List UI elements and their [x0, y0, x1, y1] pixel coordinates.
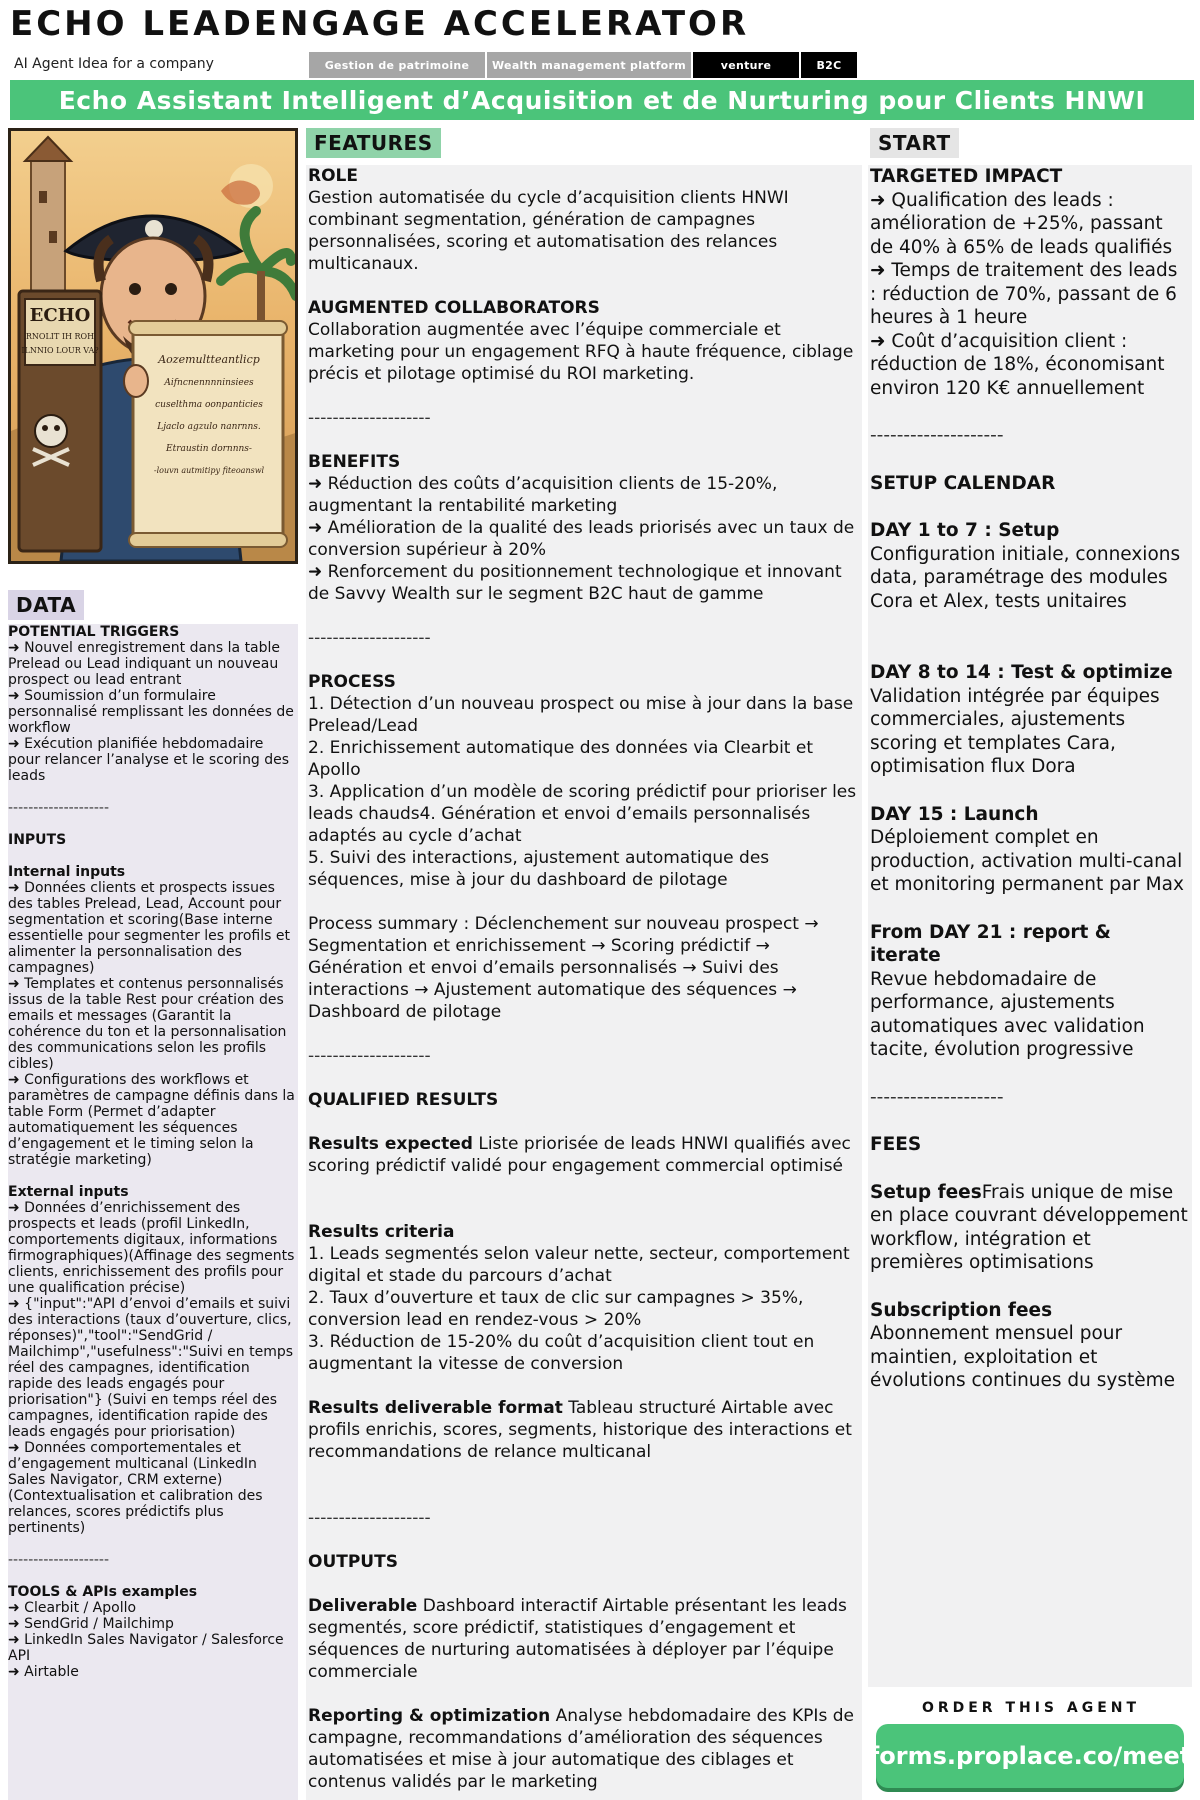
subscription-fees-text: Abonnement mensuel pour maintien, exploitation et évolutions continues du système: [870, 1323, 1176, 1391]
tag-list: [309, 52, 857, 78]
outputs-reporting-label: Reporting & optimization: [308, 1706, 551, 1726]
outputs-deliverable-text: Dashboard interactif Airtable présentant les leads segmentés, score prédictif, statistiques d’engagement et séquences de nurturing automatisées à déployer par l’équipe commerciale: [308, 1596, 847, 1682]
trigger-item: ➜ Soumission d’un formulaire personnalisé remplissant les données de workflow: [8, 688, 294, 736]
external-input-item: ➜ Données comportementales et d’engagement multicanal (LinkedIn Sales Navigator, CRM externe)(Contextualisation et calibration des relances, scores prédictifs plus pertinents): [8, 1440, 263, 1536]
separator: --------------------: [308, 1508, 431, 1528]
results-deliverable-label: Results deliverable format: [308, 1398, 563, 1418]
process-step: 1. Détection d’un nouveau prospect ou mise à jour dans la base Prelead/Lead: [308, 694, 854, 736]
data-title: DATA: [8, 590, 84, 620]
role-heading: ROLE: [308, 166, 358, 186]
role-text: Gestion automatisée du cycle d’acquisition clients HNWI combinant segmentation, génération de campagnes personnalisées, scoring et automatisation des relances multicanaux.: [308, 188, 789, 274]
results-deliverable: [308, 1397, 860, 1463]
outputs-deliverable-label: Deliverable: [308, 1596, 418, 1616]
criteria-item: 3. Réduction de 15-20% du coût d’acquisition client tout en augmentant la vitesse de conversion: [308, 1332, 815, 1374]
results-expected-label: Results expected: [308, 1134, 473, 1154]
order-label: ORDER THIS AGENT: [921, 1700, 1141, 1716]
qualified-heading: QUALIFIED RESULTS: [308, 1090, 499, 1110]
impact-item: ➜ Coût d’acquisition client : réduction de 18%, économisant environ 120 K€ annuellement: [870, 330, 1165, 399]
calendar-step-text: Déploiement complet en production, activation multi-canal et monitoring permanent par Max: [870, 827, 1184, 895]
fees-heading: FEES: [870, 1134, 922, 1155]
internal-input-item: ➜ Configurations des workflows et paramètres de campagne définis dans la table Form (Permet d’adapter automatiquement les séquences d’engagement et le timing selon la stratégie marketing): [8, 1072, 295, 1168]
order-button[interactable]: forms.proplace.co/meet: [876, 1724, 1184, 1788]
criteria-heading: Results criteria: [308, 1222, 455, 1242]
internal-input-item: ➜ Templates et contenus personnalisés issus de la table Rest pour création des emails et messages (Garantit la cohérence du ton et la personnalisation des communications selon les profils cibles): [8, 976, 287, 1072]
outputs-reporting: [308, 1705, 860, 1793]
setup-fees-text: Frais unique de mise en place couvrant développement workflow, intégration et premières optimisations: [870, 1181, 1188, 1273]
impact-item: ➜ Qualification des leads : amélioration de +25%, passant de 40% à 65% de leads qualifiés: [870, 189, 1173, 258]
benefit-item: ➜ Amélioration de la qualité des leads priorisés avec un taux de conversion supérieur à 20%: [308, 518, 855, 560]
data-panel: [8, 624, 298, 1800]
outputs-deliverable: [308, 1595, 860, 1683]
trigger-item: ➜ Exécution planifiée hebdomadaire pour relancer l’analyse et le scoring des leads: [8, 736, 290, 784]
calendar-step-text: Validation intégrée par équipes commerciales, ajustements scoring et templates Cara, optimisation flux Dora: [870, 685, 1160, 777]
tag-b2c: B2C: [801, 52, 857, 78]
internal-inputs-heading: Internal inputs: [8, 864, 126, 880]
process-step: 5. Suivi des interactions, ajustement automatique des séquences, mise à jour du dashboard de pilotage: [308, 848, 770, 890]
sign-title: ECHO: [29, 305, 91, 326]
inputs-heading: INPUTS: [8, 832, 67, 848]
brand-subtitle: AI Agent Idea for a company: [14, 56, 214, 72]
process-summary: Process summary : Déclenchement sur nouveau prospect → Segmentation et enrichissement → Scoring prédictif → Génération et envoi d’emails personnalisés → Suivi des interactions → Ajustement automatique des séquences → Dashboard de pilotage: [308, 914, 819, 1022]
benefit-item: ➜ Réduction des coûts d’acquisition clients de 15-20%, augmentant la rentabilité marketing: [308, 474, 778, 516]
augmented-heading: AUGMENTED COLLABORATORS: [308, 298, 600, 318]
scroll-line: Ljaclo agzulo nanrnns.: [157, 422, 261, 432]
scroll-line: -louvn autmitipy fiteoanswl: [153, 466, 265, 475]
start-title: START: [870, 128, 959, 158]
separator: --------------------: [308, 1046, 431, 1066]
pirate-illustration: [11, 131, 295, 561]
brand-title: ECHO LEADENGAGE ACCELERATOR: [10, 4, 750, 44]
outputs-heading: OUTPUTS: [308, 1552, 398, 1572]
internal-input-item: ➜ Données clients et prospects issues des tables Prelead, Lead, Account pour segmentation et scoring(Base interne essentielle pour segmenter les profils et alimenter la personnalisation des campagnes): [8, 880, 290, 976]
tag-venture: venture: [693, 52, 799, 78]
augmented-text: Collaboration augmentée avec l’équipe commerciale et marketing pour un engagement RFQ à haute fréquence, ciblage précis et pilotage optimisé du ROI marketing.: [308, 320, 854, 384]
calendar-heading: SETUP CALENDAR: [870, 472, 1056, 494]
tool-item: ➜ LinkedIn Sales Navigator / Salesforce API: [8, 1632, 284, 1664]
tag-platform: Wealth management platform: [487, 52, 691, 78]
external-input-item: ➜ {"input":"API d’envoi d’emails et suivi des interactions (taux d’ouverture, clics, réponses)","tool":"SendGrid / Mailchimp","usefulness":"Suivi en temps réel des campagnes, identification rapide des leads engagés pour priorisation"} (Suivi en temps réel des campagnes, identification rapide des leads engagés pour priorisation): [8, 1296, 294, 1440]
separator: --------------------: [308, 628, 431, 648]
tools-heading: TOOLS & APIs examples: [8, 1584, 198, 1600]
separator: --------------------: [8, 1552, 110, 1568]
separator: --------------------: [870, 425, 1004, 446]
calendar-step-text: Revue hebdomadaire de performance, ajustements automatiques avec validation tacite, évolution progressive: [870, 968, 1145, 1060]
calendar-step-label: DAY 8 to 14 : Test & optimize: [870, 662, 1173, 683]
tool-item: ➜ Clearbit / Apollo: [8, 1600, 137, 1616]
external-input-item: ➜ Données d’enrichissement des prospects et leads (profil LinkedIn, comportements digitaux, informations firmographiques)(Affinage des segments clients, enrichissement des profils pour une qualification précise): [8, 1200, 295, 1296]
features-panel: [306, 165, 862, 1800]
separator: --------------------: [308, 408, 431, 428]
scroll-line: cuselthma oonpanticies: [155, 400, 263, 410]
results-expected-text: Liste priorisée de leads HNWI qualifiés avec scoring prédictif validé pour engagement commercial optimisé: [308, 1134, 851, 1176]
agent-illustration: [8, 128, 298, 564]
results-expected: [308, 1133, 860, 1177]
setup-fees: [870, 1181, 1188, 1275]
sign-line: RNOLIT IH ROH: [25, 332, 95, 341]
scroll-line: Etraustin dornnns-: [166, 444, 252, 454]
start-panel: [868, 165, 1192, 1687]
title-banner: Echo Assistant Intelligent d’Acquisition et de Nurturing pour Clients HNWI: [10, 80, 1194, 120]
scroll-line: Aifncnennnninsiees: [164, 378, 254, 388]
triggers-heading: POTENTIAL TRIGGERS: [8, 624, 180, 640]
criteria-item: 2. Taux d’ouverture et taux de clic sur campagnes > 35%, conversion lead en rendez-vous > 20%: [308, 1288, 804, 1330]
trigger-item: ➜ Nouvel enregistrement dans la table Prelead ou Lead indiquant un nouveau prospect ou lead entrant: [8, 640, 281, 688]
separator: --------------------: [8, 800, 110, 816]
scroll-line: Aozemultteantlicp: [158, 353, 260, 366]
impact-heading: TARGETED IMPACT: [870, 166, 1063, 187]
calendar-step-label: DAY 1 to 7 : Setup: [870, 520, 1060, 541]
benefits-heading: BENEFITS: [308, 452, 401, 472]
external-inputs-heading: External inputs: [8, 1184, 129, 1200]
results-deliverable-text: Tableau structuré Airtable avec profils enrichis, scores, segments, historique des interactions et recommandations de relance multicanal: [308, 1398, 852, 1462]
criteria-item: 1. Leads segmentés selon valeur nette, secteur, comportement digital et stade du parcours d’achat: [308, 1244, 850, 1286]
features-title: FEATURES: [306, 128, 441, 158]
calendar-step-text: Configuration initiale, connexions data, paramétrage des modules Cora et Alex, tests unitaires: [870, 543, 1181, 612]
process-step: 3. Application d’un modèle de scoring prédictif pour prioriser les leads chauds4. Génération et envoi d’emails personnalisés adaptés au cycle d’achat: [308, 782, 857, 846]
tool-item: ➜ Airtable: [8, 1664, 79, 1680]
process-heading: PROCESS: [308, 672, 396, 692]
calendar-step-label: From DAY 21 : report & iterate: [870, 921, 1111, 966]
process-step: 2. Enrichissement automatique des données via Clearbit et Apollo: [308, 738, 813, 780]
calendar-step-label: DAY 15 : Launch: [870, 803, 1039, 825]
impact-item: ➜ Temps de traitement des leads : réduction de 70%, passant de 6 heures à 1 heure: [870, 260, 1178, 328]
tag-industry: Gestion de patrimoine: [309, 52, 485, 78]
sign-line: ILNNIO LOUR VA?: [21, 346, 99, 355]
tool-item: ➜ SendGrid / Mailchimp: [8, 1616, 174, 1632]
benefit-item: ➜ Renforcement du positionnement technologique et innovant de Savvy Wealth sur le segment B2C haut de gamme: [308, 562, 842, 604]
outputs-reporting-text: Analyse hebdomadaire des KPIs de campagne, recommandations d’amélioration des séquences automatisées et mise à jour automatique des ciblages et contenus validés par le marketing: [308, 1706, 854, 1792]
subscription-fees-label: Subscription fees: [870, 1299, 1053, 1321]
setup-fees-label: Setup fees: [870, 1181, 982, 1203]
separator: --------------------: [870, 1086, 1004, 1108]
